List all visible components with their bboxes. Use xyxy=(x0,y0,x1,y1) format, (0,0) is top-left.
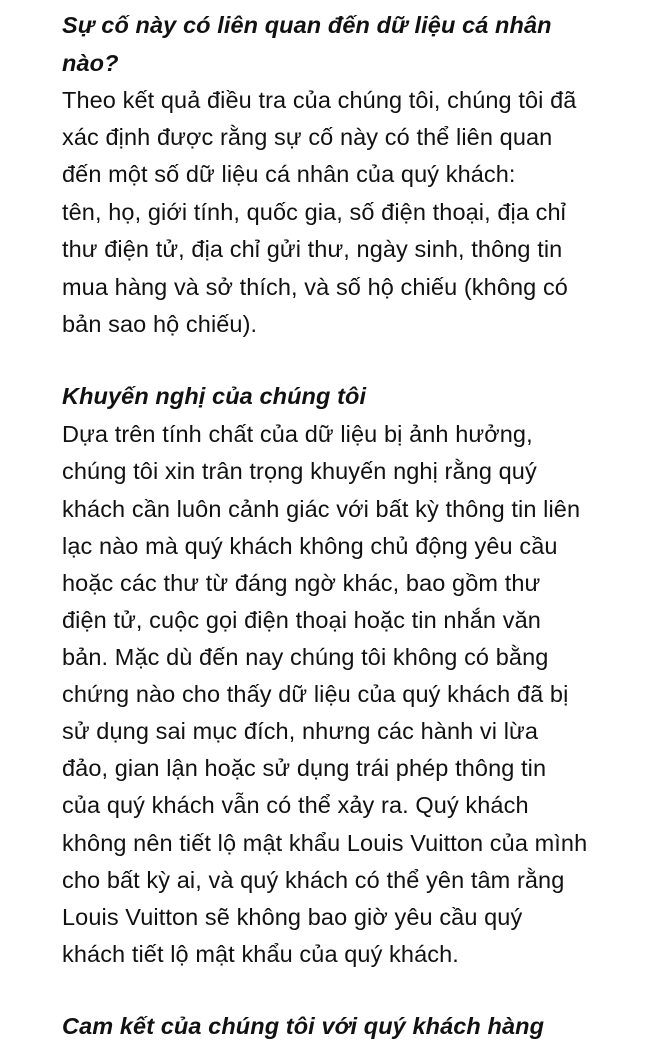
section-2-body-line: sử dụng sai mục đích, nhưng các hành vi lừa xyxy=(62,718,539,744)
section-1-heading-line-1: Sự cố này có liên quan đến dữ liệu cá nhân xyxy=(62,12,552,38)
section-2-body-line: Dựa trên tính chất của dữ liệu bị ảnh hưởng, xyxy=(62,421,533,447)
section-2-body-line: Louis Vuitton sẽ không bao giờ yêu cầu quý xyxy=(62,904,523,930)
section-2-body-line: khách cần luôn cảnh giác với bất kỳ thông tin liên xyxy=(62,496,581,522)
section-2-body-line: khách tiết lộ mật khẩu của quý khách. xyxy=(62,941,459,967)
section-1-body-line: thư điện tử, địa chỉ gửi thư, ngày sinh, thông tin xyxy=(62,236,563,262)
section-2-body-line: hoặc các thư từ đáng ngờ khác, bao gồm thư xyxy=(62,570,541,596)
section-2-body-line: không nên tiết lộ mật khẩu Louis Vuitton của mình xyxy=(62,830,588,856)
section-1-body-line: mua hàng và sở thích, và số hộ chiếu (không có xyxy=(62,274,568,300)
section-2-body-line: điện tử, cuộc gọi điện thoại hoặc tin nhắn văn xyxy=(62,607,541,633)
section-1-body-line: Theo kết quả điều tra của chúng tôi, chúng tôi đã xyxy=(62,87,577,113)
section-2-body-line: cho bất kỳ ai, và quý khách có thể yên tâm rằng xyxy=(62,867,565,893)
section-2-body-line: chúng tôi xin trân trọng khuyến nghị rằng quý xyxy=(62,458,537,484)
section-2-body-line: bản. Mặc dù đến nay chúng tôi không có bằng xyxy=(62,644,549,670)
section-2-body-line: lạc nào mà quý khách không chủ động yêu cầu xyxy=(62,533,558,559)
section-1-body-line: xác định được rằng sự cố này có thể liên quan xyxy=(62,124,553,150)
section-1-heading-line-2: nào? xyxy=(62,50,119,76)
section-3-heading: Cam kết của chúng tôi với quý khách hàng xyxy=(62,1013,545,1039)
section-2-body-line: đảo, gian lận hoặc sử dụng trái phép thông tin xyxy=(62,755,547,781)
section-1-body-line: tên, họ, giới tính, quốc gia, số điện thoại, địa chỉ xyxy=(62,199,566,225)
section-2-body-line: của quý khách vẫn có thể xảy ra. Quý khách xyxy=(62,792,529,818)
section-1-body-line: bản sao hộ chiếu). xyxy=(62,311,258,337)
section-1-body-line: đến một số dữ liệu cá nhân của quý khách: xyxy=(62,161,516,187)
section-2-heading: Khuyến nghị của chúng tôi xyxy=(62,383,367,409)
section-2-body-line: chứng nào cho thấy dữ liệu của quý khách đã bị xyxy=(62,681,569,707)
